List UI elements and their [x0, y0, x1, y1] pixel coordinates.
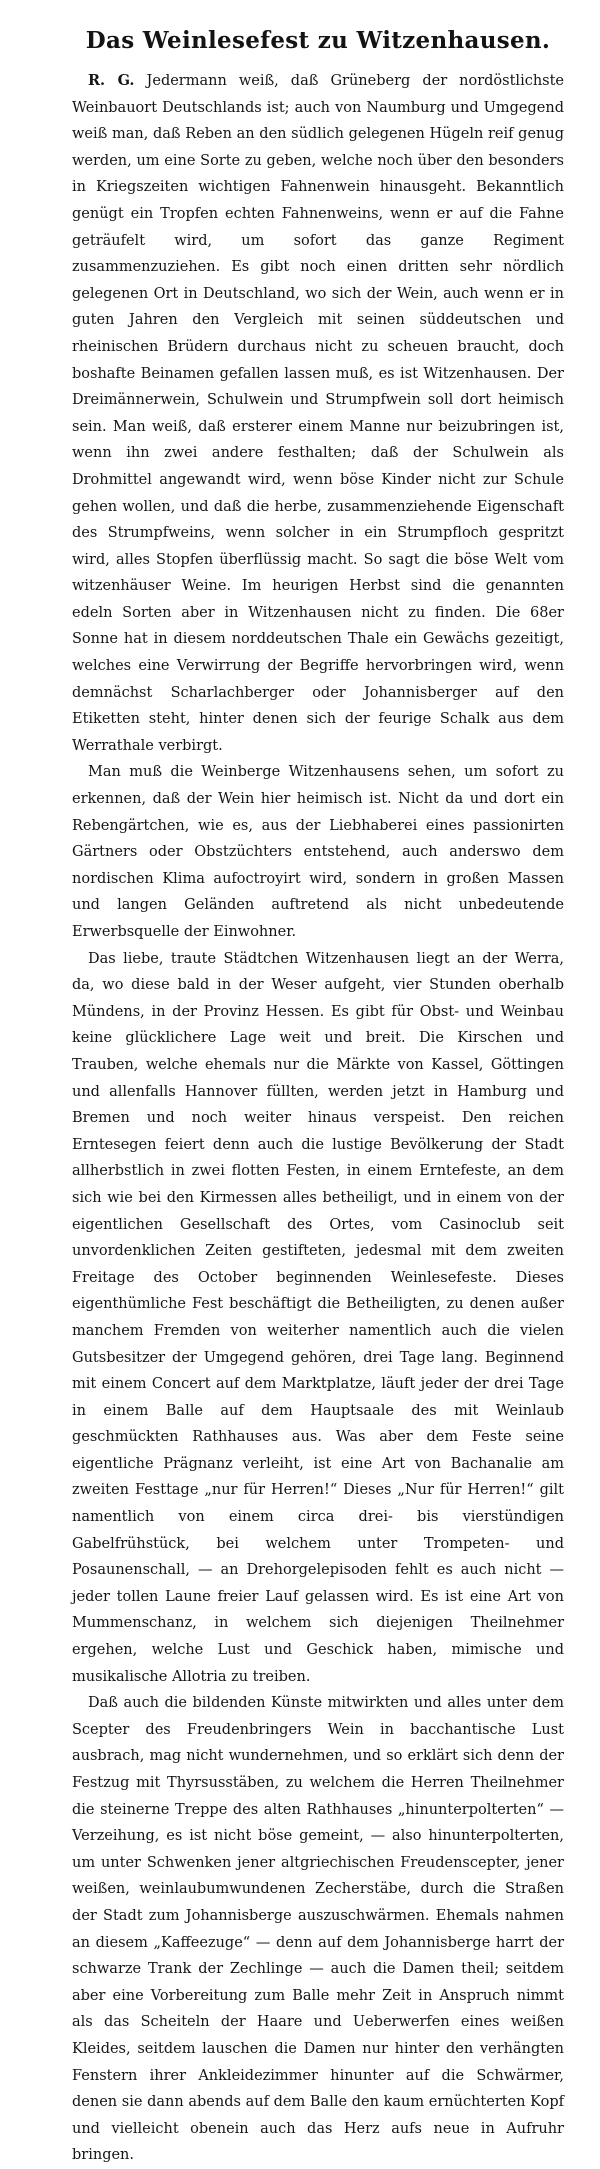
article-paragraph-2: Man muß die Weinberge Witzenhausens sehen, um sofort zu erkennen, daß der Wein hier heimisch ist. Nicht da und dort ein Rebengärtchen, wie es, aus der Liebhaberei eines passionirten Gärtners oder Obstzüchters entstehend, auch anderswo dem nordischen Klima aufoctroyirt wird, sondern in großen Massen und langen Geländen auftretend als nicht unbedeutende Erwerbsquelle der Einwohner.	[72, 764, 564, 940]
article-byline: R. G.	[88, 72, 135, 89]
article-title: Das Weinlesefest zu Witzenhausen.	[85, 27, 551, 54]
article-paragraph-3: Das liebe, traute Städtchen Witzenhausen liegt an der Werra, da, wo diese bald in der Weser aufgeht, vier Stunden oberhalb Mündens, in der Provinz Hessen. Es gibt für Obst- und Weinbau keine glücklichere Lage weit und breit. Die Kirschen und Trauben, welche ehemals nur die Märkte von Kassel, Göttingen und allenfalls Hannover füllten, werden jetzt in Hamburg und Bremen und noch weiter hinaus verspeist. Den reichen Erntesegen feiert denn auch die lustige Bevölkerung der Stadt allherbstlich in zwei flotten Festen, in einem Erntefeste, an dem sich wie bei den Kirmessen alles betheiligt, und in einem von der eigentlichen Gesellschaft des Ortes, vom Casinoclub seit unvordenklichen Zeiten gestifteten, jedesmal mit dem zweiten Freitage des October beginnenden Weinlesefeste. Dieses eigenthümliche Fest beschäftigt die Betheiligten, zu denen außer manchem Fremden von weiterher namentlich auch die vielen Gutsbesitzer der Umgegend gehören, drei Tage lang. Beginnend mit einem Concert auf dem Marktplatze, läuft jeder der drei Tage in einem Balle auf dem Hauptsaale des mit Weinlaub geschmückten Rathhauses aus. Was aber dem Feste seine eigentliche Prägnanz verleiht, ist eine Art von Bachanalie am zweiten Festtage „nur für Herren!“ Dieses „Nur für Herren!“ gilt namentlich von einem circa drei- bis vierstündigen Gabelfrühstück, bei welchem unter Trompeten- und Posaunenschall, — an Drehorgelepisoden fehlt es auch nicht — jeder tollen Laune freier Lauf gelassen wird. Es ist eine Art von Mummenschanz, in welchem sich diejenigen Theilnehmer ergehen, welche Lust und Geschick haben, mimische und musikalische Allotria zu treiben.	[72, 950, 564, 1685]
article-paragraph-4: Daß auch die bildenden Künste mitwirkten und alles unter dem Scepter des Freudenbringers Wein in bacchantische Lust ausbrach, mag nicht wundernehmen, und so erklärt sich denn der Festzug mit Thyrsusstäben, zu welchem die Herren Theilnehmer die steinerne Treppe des alten Rathhauses „hinunterpolterten“ — Verzeihung, es ist nicht böse gemeint, — also hinunterpolterten, um unter Schwenken jener altgriechischen Freudenscepter, jener weißen, weinlaubumwundenen Zecherstäbe, durch die Straßen der Stadt zum Johannisberge auszuschwärmen. Ehemals nahmen an diesem „Kaffeezuge“ — denn auf dem Johannisberge harrt der schwarze Trank der Zechlinge — auch die Damen theil; seitdem aber eine Vorbereitung zum Balle mehr Zeit in Anspruch nimmt als das Scheiteln der Haare und Ueberwerfen eines weißen Kleides, seitdem lauschen die Damen nur hinter den verhängten Fenstern ihrer Ankleidezimmer hinunter auf die Schwärmer, denen sie dann abends auf dem Balle den kaum ernüchterten Kopf und vielleicht obenein auch das Herz aufs neue in Aufruhr bringen.	[72, 1695, 564, 2164]
article-paragraph-1	[72, 68, 564, 759]
paragraph-text-1: Jedermann weiß, daß Grüneberg der nordöstlichste Weinbauort Deutschlands ist; auch von Naumburg und Umgegend weiß man, daß Reben an den südlich gelegenen Hügeln reif genug werden, um eine Sorte zu geben, welche noch über den besonders in Kriegszeiten wichtigen Fahnenwein hinausgeht. Bekanntlich genügt ein Tropfen echten Fahnenweins, wenn er auf die Fahne geträufelt wird, um sofort das ganze Regiment zusammenzuziehen. Es gibt noch einen dritten sehr nördlich gelegenen Ort in Deutschland, wo sich der Wein, auch wenn er in guten Jahren den Vergleich mit seinen süddeutschen und rheinischen Brüdern durchaus nicht zu scheuen braucht, doch boshafte Beinamen gefallen lassen muß, es ist Witzenhausen. Der Dreimännerwein, Schulwein und Strumpfwein soll dort heimisch sein. Man weiß, daß ersterer einem Manne nur beizubringen ist, wenn ihn zwei andere festhalten; daß der Schulwein als Drohmittel angewandt wird, wenn böse Kinder nicht zur Schule gehen wollen, und daß die herbe, zusammenziehende Eigenschaft des Strumpfweins, wenn solcher in ein Strumpfloch gespritzt wird, alles Stopfen überflüssig macht. So sagt die böse Welt vom witzenhäuser Weine. Im heurigen Herbst sind die genannten edeln Sorten aber in Witzenhausen nicht zu finden. Die 68er Sonne hat in diesem norddeutschen Thale ein Gewächs gezeitigt, welches eine Verwirrung der Begriffe hervorbringen wird, wenn demnächst Scharlachberger oder Johannisberger auf den Etiketten steht, hinter denen sich der feurige Schalk aus dem Werrathale verbirgt.	[72, 73, 565, 754]
article-body	[72, 68, 564, 2169]
